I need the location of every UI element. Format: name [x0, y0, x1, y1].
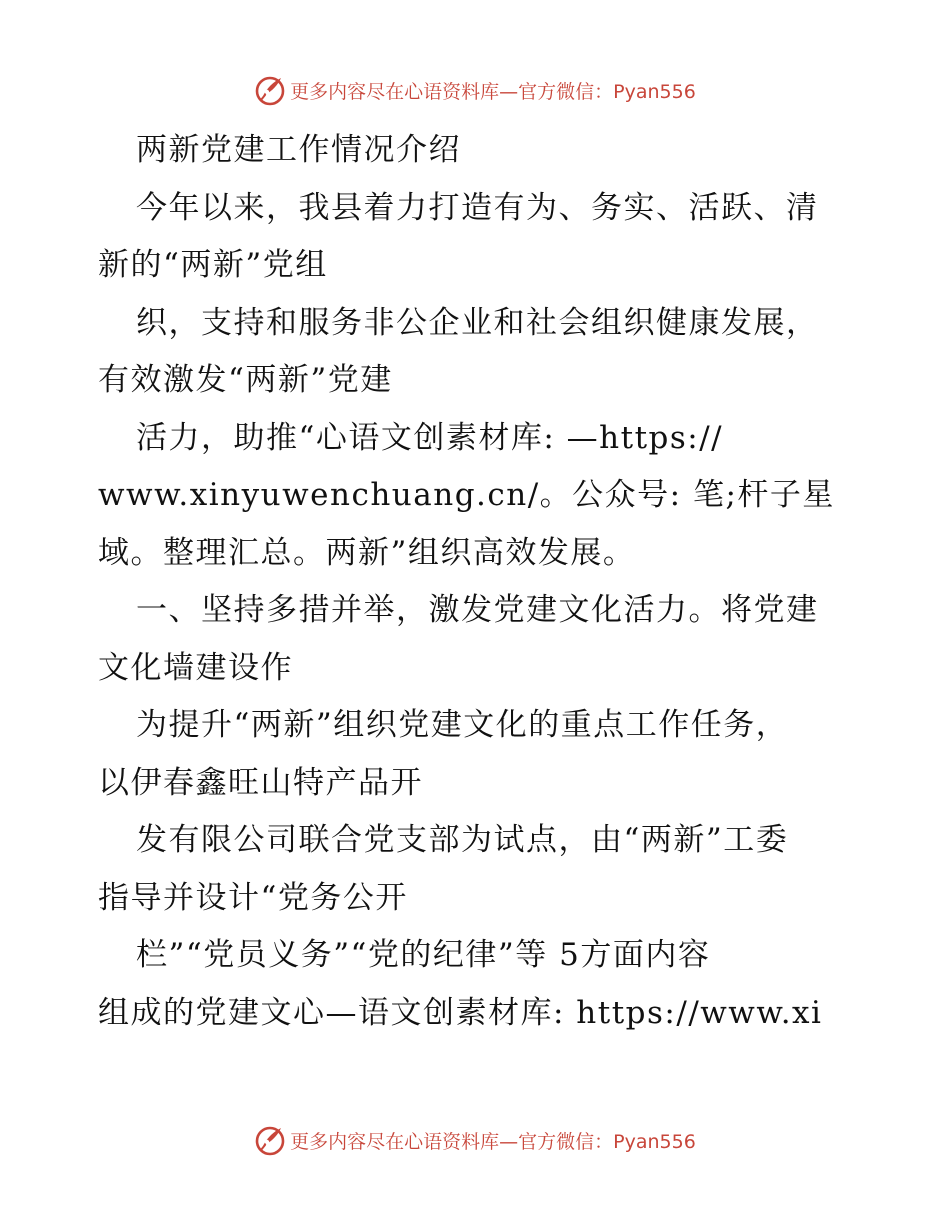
document-line: www.xinyuwenchuang.cn/。公众号: 笔;杆子星: [98, 477, 835, 513]
document-line: 新的“两新”党组: [98, 247, 328, 283]
document-line: 发有限公司联合党支部为试点，由“两新”工委: [136, 822, 789, 858]
document-line: 活力，助推“心语文创素材库: —https://: [136, 419, 724, 456]
document-line: 文化墙建设作: [98, 649, 293, 686]
document-line: 一、坚持多措并举，激发党建文化活力。将党建: [136, 592, 819, 628]
document-line: 今年以来，我县着力打造有为、务实、活跃、清: [136, 189, 819, 226]
document-line: 以伊春鑫旺山特产品开: [98, 764, 423, 801]
header-banner-inner: [254, 74, 696, 106]
document-line: 栏”“党员义务”“党的纪律”等 5方面内容: [136, 937, 711, 973]
quill-circle-logo-icon: [254, 1124, 286, 1156]
footer-banner: [0, 1122, 950, 1158]
quill-circle-logo-icon: [254, 74, 286, 106]
document-line: 织，支持和服务非公企业和社会组织健康发展，: [136, 304, 819, 341]
footer-banner-text[interactable]: 更多内容尽在心语资料库—官方微信：Pyan556: [290, 1130, 696, 1153]
document-line: 指导并设计“党务公开: [98, 879, 408, 916]
header-banner-text[interactable]: 更多内容尽在心语资料库—官方微信：Pyan556: [290, 80, 696, 103]
header-banner: [0, 72, 950, 108]
document-line: 为提升“两新”组织党建文化的重点工作任务，: [136, 707, 789, 743]
document-line: 有效激发“两新”党建: [98, 362, 393, 398]
document-line: 组成的党建文心—语文创素材库: https://www.xi: [98, 994, 823, 1031]
document-body: [98, 122, 858, 1042]
footer-banner-inner: [254, 1124, 696, 1156]
document-line: 两新党建工作情况介绍: [136, 132, 461, 168]
document-line: 域。整理汇总。两新”组织高效发展。: [98, 534, 636, 571]
